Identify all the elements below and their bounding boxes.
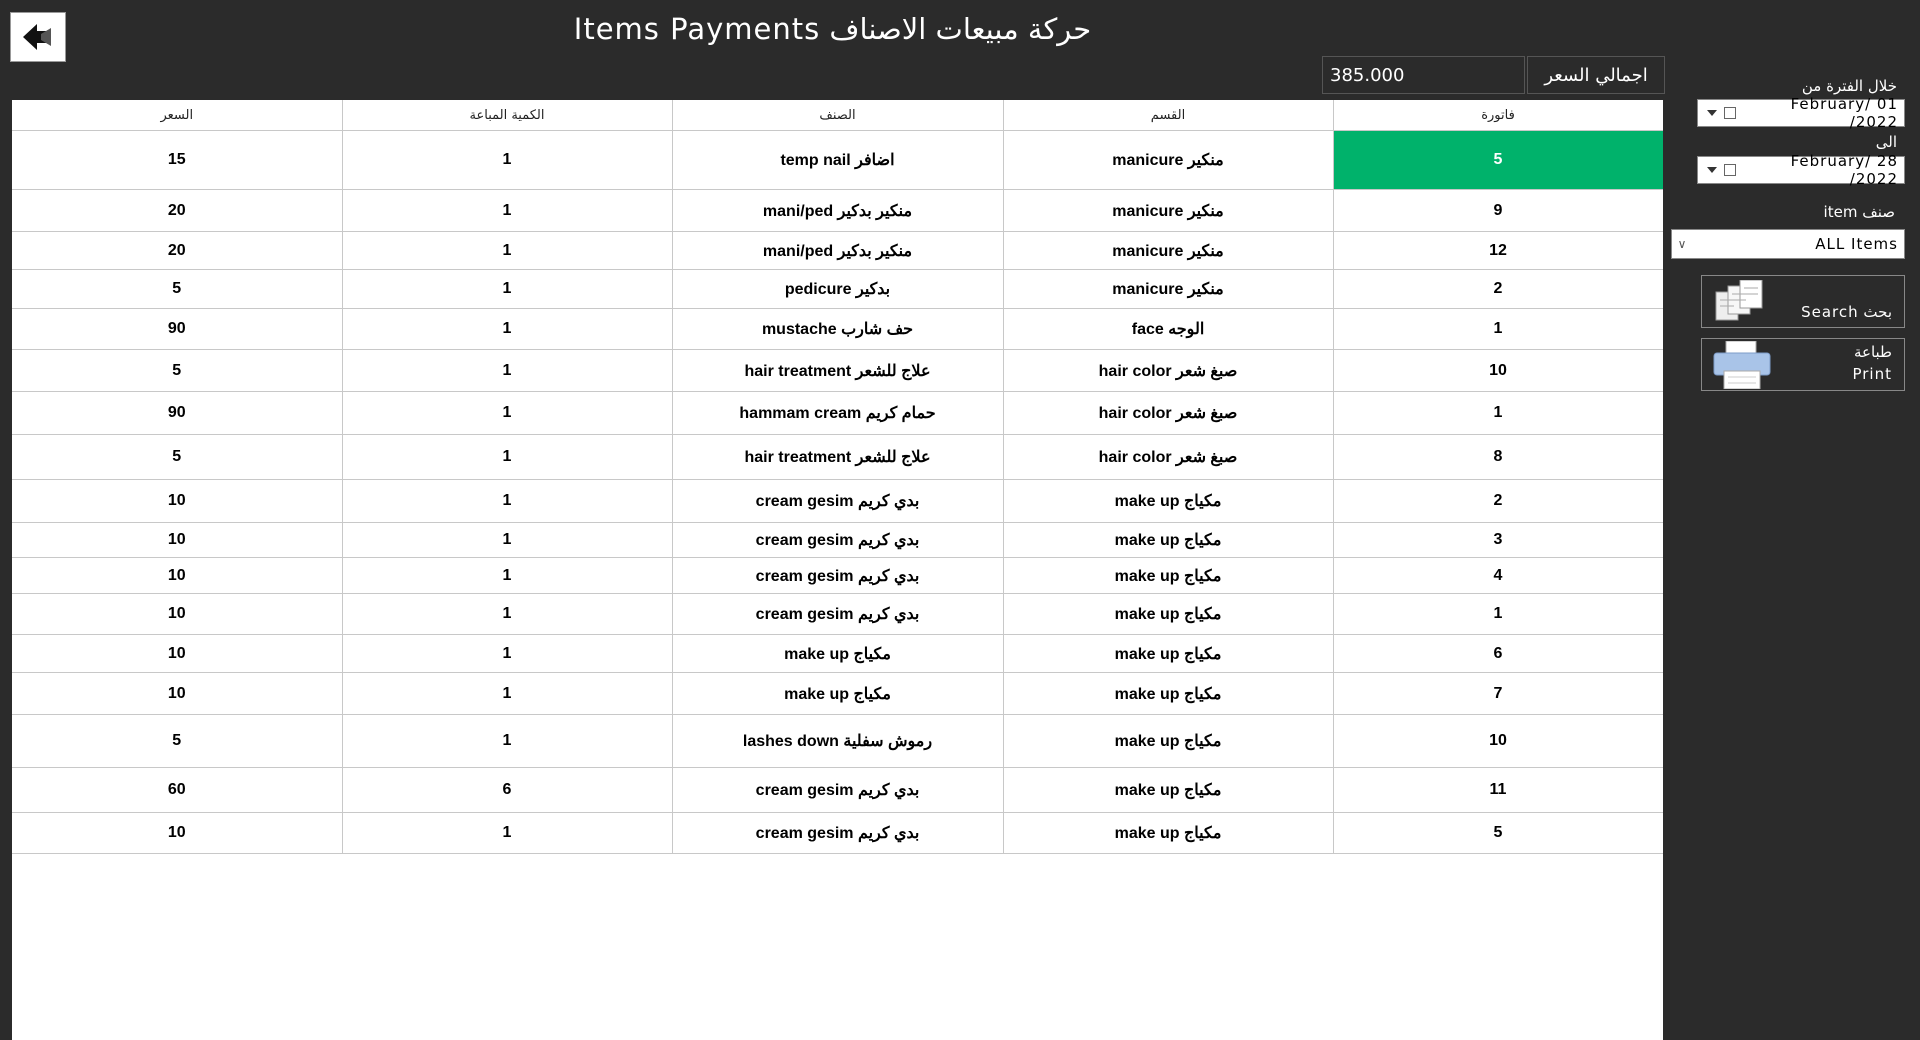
- section-cell[interactable]: hair color صبغ شعر: [1003, 392, 1333, 435]
- table-row[interactable]: [12, 594, 1663, 635]
- items-table: [12, 100, 1663, 854]
- item-filter-label: صنف item: [1823, 203, 1895, 221]
- invoice-cell[interactable]: 1: [1333, 309, 1663, 350]
- search-button-label: بحث Search: [1801, 303, 1892, 321]
- table-body: [12, 131, 1663, 854]
- section-cell[interactable]: manicure منكير: [1003, 270, 1333, 309]
- from-date-picker[interactable]: [1697, 95, 1905, 131]
- item-cell[interactable]: cream gesim بدي كريم: [672, 594, 1003, 635]
- invoice-cell[interactable]: 7: [1333, 673, 1663, 715]
- item-cell[interactable]: hair treatment علاج للشعر: [672, 350, 1003, 392]
- section-cell[interactable]: hair color صبغ شعر: [1003, 350, 1333, 392]
- section-cell[interactable]: make up مكياج: [1003, 673, 1333, 715]
- column-header-section[interactable]: القسم: [1003, 100, 1333, 131]
- table-row[interactable]: [12, 673, 1663, 715]
- chevron-down-icon[interactable]: ∨: [1677, 237, 1687, 251]
- quantity-cell[interactable]: 1: [342, 594, 672, 635]
- quantity-cell[interactable]: 1: [342, 480, 672, 523]
- to-date-label: الى: [1875, 133, 1897, 151]
- price-cell[interactable]: 90: [12, 309, 342, 350]
- price-cell[interactable]: 10: [12, 635, 342, 673]
- item-cell[interactable]: hair treatment علاج للشعر: [672, 435, 1003, 480]
- section-cell[interactable]: make up مكياج: [1003, 715, 1333, 768]
- item-cell[interactable]: cream gesim بدي كريم: [672, 480, 1003, 523]
- table-row[interactable]: [12, 768, 1663, 813]
- price-cell[interactable]: 10: [12, 813, 342, 854]
- item-cell[interactable]: mani/ped منكير بدكير: [672, 232, 1003, 270]
- total-price-label: اجمالي السعر: [1527, 56, 1665, 94]
- price-cell[interactable]: 20: [12, 190, 342, 232]
- table-header-row: [12, 100, 1663, 131]
- table-row[interactable]: [12, 232, 1663, 270]
- price-cell[interactable]: 10: [12, 673, 342, 715]
- item-cell[interactable]: hammam cream حمام كريم: [672, 392, 1003, 435]
- section-cell[interactable]: make up مكياج: [1003, 594, 1333, 635]
- table-row[interactable]: [12, 131, 1663, 190]
- section-cell[interactable]: face الوجه: [1003, 309, 1333, 350]
- column-header-invoice[interactable]: فاتورة: [1333, 100, 1663, 131]
- section-cell[interactable]: make up مكياج: [1003, 768, 1333, 813]
- quantity-cell[interactable]: 1: [342, 232, 672, 270]
- invoice-cell[interactable]: 10: [1333, 350, 1663, 392]
- quantity-cell[interactable]: 1: [342, 309, 672, 350]
- quantity-cell[interactable]: 1: [342, 350, 672, 392]
- section-cell[interactable]: make up مكياج: [1003, 558, 1333, 594]
- table-row[interactable]: [12, 435, 1663, 480]
- quantity-cell[interactable]: 1: [342, 715, 672, 768]
- price-cell[interactable]: 90: [12, 392, 342, 435]
- table-row[interactable]: [12, 635, 1663, 673]
- price-cell[interactable]: 10: [12, 480, 342, 523]
- calendar-checkbox-icon[interactable]: [1724, 164, 1736, 176]
- invoice-cell[interactable]: 9: [1333, 190, 1663, 232]
- price-cell[interactable]: 10: [12, 523, 342, 558]
- table-row[interactable]: [12, 190, 1663, 232]
- section-cell[interactable]: manicure منكير: [1003, 131, 1333, 190]
- quantity-cell[interactable]: 1: [342, 673, 672, 715]
- section-cell[interactable]: make up مكياج: [1003, 813, 1333, 854]
- item-cell[interactable]: cream gesim بدي كريم: [672, 768, 1003, 813]
- table-row[interactable]: [12, 715, 1663, 768]
- table-row[interactable]: [12, 270, 1663, 309]
- quantity-cell[interactable]: 1: [342, 558, 672, 594]
- price-cell[interactable]: 20: [12, 232, 342, 270]
- quantity-cell[interactable]: 6: [342, 768, 672, 813]
- invoice-cell[interactable]: 1: [1333, 594, 1663, 635]
- price-cell[interactable]: 5: [12, 270, 342, 309]
- item-cell[interactable]: mani/ped منكير بدكير: [672, 190, 1003, 232]
- invoice-cell[interactable]: 6: [1333, 635, 1663, 673]
- section-cell[interactable]: make up مكياج: [1003, 480, 1333, 523]
- invoice-cell[interactable]: 3: [1333, 523, 1663, 558]
- section-cell[interactable]: manicure منكير: [1003, 232, 1333, 270]
- section-cell[interactable]: make up مكياج: [1003, 635, 1333, 673]
- column-header-price[interactable]: السعر: [12, 100, 342, 131]
- quantity-cell[interactable]: 1: [342, 190, 672, 232]
- section-cell[interactable]: hair color صبغ شعر: [1003, 435, 1333, 480]
- from-date-label: خلال الفترة من: [1801, 77, 1897, 95]
- invoice-cell[interactable]: 2: [1333, 270, 1663, 309]
- table-row[interactable]: [12, 558, 1663, 594]
- item-cell[interactable]: cream gesim بدي كريم: [672, 813, 1003, 854]
- print-button-label-en: Print: [1852, 365, 1892, 383]
- from-date-value: 01 /February /2022: [1790, 95, 1898, 131]
- table-row[interactable]: [12, 309, 1663, 350]
- invoice-cell[interactable]: 10: [1333, 715, 1663, 768]
- section-cell[interactable]: manicure منكير: [1003, 190, 1333, 232]
- column-header-item[interactable]: الصنف: [672, 100, 1003, 131]
- invoice-cell[interactable]: 11: [1333, 768, 1663, 813]
- quantity-cell[interactable]: 1: [342, 131, 672, 190]
- table-row[interactable]: [12, 813, 1663, 854]
- price-cell[interactable]: 5: [12, 435, 342, 480]
- item-cell[interactable]: make up مكياج: [672, 673, 1003, 715]
- to-date-value: 28 /February /2022: [1790, 152, 1898, 188]
- quantity-cell[interactable]: 1: [342, 270, 672, 309]
- invoice-cell[interactable]: 5: [1333, 813, 1663, 854]
- calendar-checkbox-icon[interactable]: [1724, 107, 1736, 119]
- section-cell[interactable]: make up مكياج: [1003, 523, 1333, 558]
- invoice-cell[interactable]: 1: [1333, 392, 1663, 435]
- quantity-cell[interactable]: 1: [342, 523, 672, 558]
- item-cell[interactable]: cream gesim بدي كريم: [672, 523, 1003, 558]
- item-filter-value: ALL Items: [1815, 235, 1898, 253]
- table-row[interactable]: [12, 480, 1663, 523]
- item-cell[interactable]: temp nail اضافر: [672, 131, 1003, 190]
- price-cell[interactable]: 15: [12, 131, 342, 190]
- price-cell[interactable]: 5: [12, 350, 342, 392]
- print-button[interactable]: [1701, 338, 1905, 391]
- table-row[interactable]: [12, 523, 1663, 558]
- invoice-cell[interactable]: 2: [1333, 480, 1663, 523]
- price-cell[interactable]: 10: [12, 558, 342, 594]
- quantity-cell[interactable]: 1: [342, 813, 672, 854]
- dropdown-arrow-icon[interactable]: [1702, 110, 1722, 116]
- table-row[interactable]: [12, 350, 1663, 392]
- column-header-quantity[interactable]: الكمية المباعة: [342, 100, 672, 131]
- items-grid[interactable]: [12, 100, 1663, 1040]
- to-date-picker[interactable]: [1697, 152, 1905, 188]
- print-button-label-ar: طباعة: [1853, 343, 1892, 361]
- item-cell[interactable]: mustache حف شارب: [672, 309, 1003, 350]
- item-cell[interactable]: cream gesim بدي كريم: [672, 558, 1003, 594]
- documents-icon: [1712, 280, 1772, 324]
- quantity-cell[interactable]: 1: [342, 635, 672, 673]
- item-cell[interactable]: lashes down رموش سفلية: [672, 715, 1003, 768]
- price-cell[interactable]: 60: [12, 768, 342, 813]
- printer-icon: [1712, 341, 1774, 389]
- invoice-cell[interactable]: 8: [1333, 435, 1663, 480]
- invoice-cell[interactable]: 5: [1333, 131, 1663, 190]
- invoice-cell[interactable]: 12: [1333, 232, 1663, 270]
- item-filter-select[interactable]: [1671, 229, 1905, 259]
- price-cell[interactable]: 5: [12, 715, 342, 768]
- quantity-cell[interactable]: 1: [342, 392, 672, 435]
- total-price-value: 385.000: [1322, 56, 1525, 94]
- table-row[interactable]: [12, 392, 1663, 435]
- page-title: حركة مبيعات الاصناف Items Payments: [573, 12, 1092, 46]
- price-cell[interactable]: 10: [12, 594, 342, 635]
- invoice-cell[interactable]: 4: [1333, 558, 1663, 594]
- dropdown-arrow-icon[interactable]: [1702, 167, 1722, 173]
- item-cell[interactable]: make up مكياج: [672, 635, 1003, 673]
- quantity-cell[interactable]: 1: [342, 435, 672, 480]
- item-cell[interactable]: pedicure بدكير: [672, 270, 1003, 309]
- search-button[interactable]: [1701, 275, 1905, 328]
